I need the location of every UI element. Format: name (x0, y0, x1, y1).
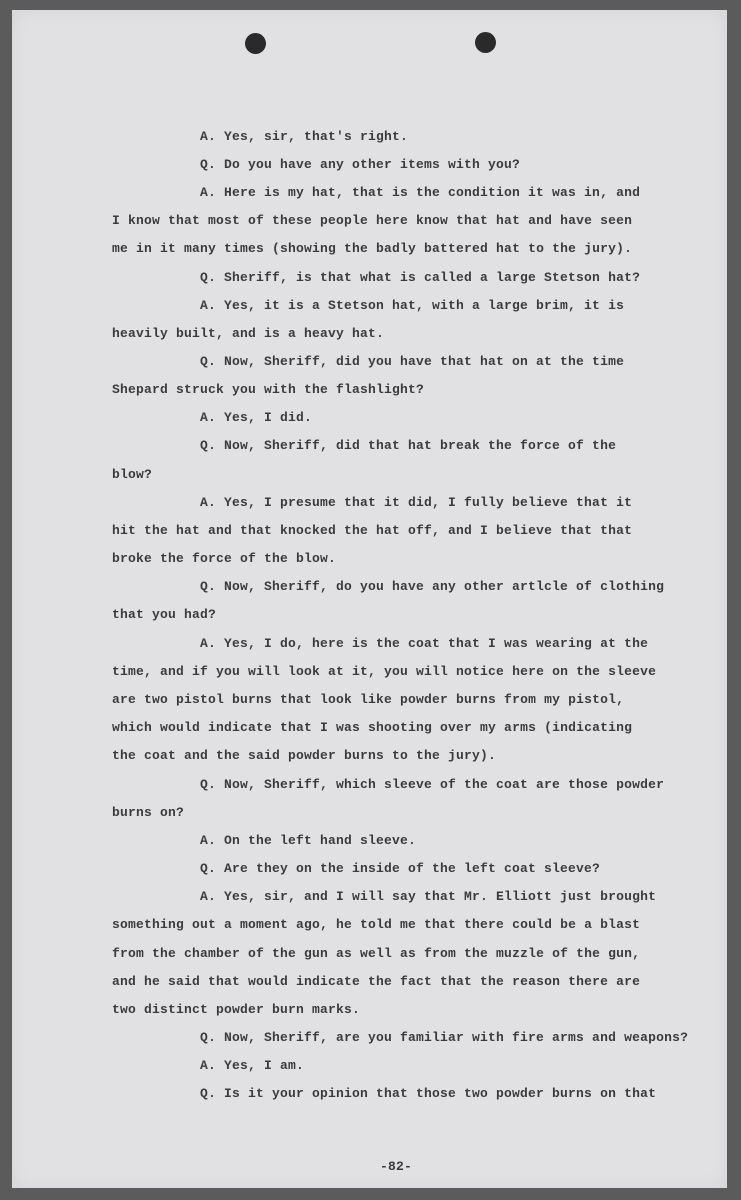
transcript-line: Q. Now, Sheriff, did you have that hat on at the time (200, 354, 625, 369)
transcript-line: Q. Now, Sheriff, which sleeve of the coat are those powder (200, 777, 665, 792)
transcript-line: A. Yes, sir, and I will say that Mr. Elliott just brought (200, 889, 657, 904)
transcript-line: heavily built, and is a heavy hat. (112, 326, 385, 341)
transcript-line: and he said that would indicate the fact that the reason there are (112, 974, 641, 989)
transcript-body (12, 10, 727, 1188)
transcript-line: A. On the left hand sleeve. (200, 833, 417, 848)
transcript-line: Q. Is it your opinion that those two powder burns on that (200, 1086, 657, 1101)
document-page (12, 10, 727, 1188)
transcript-line: A. Yes, sir, that's right. (200, 129, 409, 144)
transcript-line: A. Yes, I did. (200, 410, 313, 425)
transcript-line: which would indicate that I was shooting over my arms (indicating (112, 720, 633, 735)
transcript-line: something out a moment ago, he told me that there could be a blast (112, 917, 641, 932)
transcript-line: Q. Now, Sheriff, do you have any other artlcle of clothing (200, 579, 665, 594)
transcript-line: the coat and the said powder burns to the jury). (112, 748, 497, 763)
transcript-line: time, and if you will look at it, you will notice here on the sleeve (112, 664, 657, 679)
transcript-line: A. Yes, it is a Stetson hat, with a large brim, it is (200, 298, 625, 313)
transcript-line: are two pistol burns that look like powder burns from my pistol, (112, 692, 625, 707)
transcript-line: A. Yes, I do, here is the coat that I was wearing at the (200, 636, 649, 651)
transcript-line: Q. Now, Sheriff, did that hat break the force of the (200, 438, 617, 453)
transcript-line: broke the force of the blow. (112, 551, 337, 566)
transcript-line: A. Yes, I presume that it did, I fully believe that it (200, 495, 633, 510)
transcript-line: Q. Sheriff, is that what is called a large Stetson hat? (200, 270, 641, 285)
transcript-line: Q. Now, Sheriff, are you familiar with fire arms and weapons? (200, 1030, 689, 1045)
transcript-line: Q. Are they on the inside of the left coat sleeve? (200, 861, 601, 876)
transcript-line: that you had? (112, 607, 217, 622)
transcript-line: me in it many times (showing the badly battered hat to the jury). (112, 241, 633, 256)
transcript-line: blow? (112, 467, 153, 482)
transcript-line: A. Yes, I am. (200, 1058, 305, 1073)
transcript-line: Shepard struck you with the flashlight? (112, 382, 425, 397)
page-number: -82- (380, 1159, 413, 1174)
transcript-line: Q. Do you have any other items with you? (200, 157, 521, 172)
transcript-line: from the chamber of the gun as well as from the muzzle of the gun, (112, 946, 641, 961)
transcript-line: burns on? (112, 805, 185, 820)
transcript-line: hit the hat and that knocked the hat off, and I believe that that (112, 523, 633, 538)
transcript-line: A. Here is my hat, that is the condition it was in, and (200, 185, 641, 200)
transcript-line: I know that most of these people here know that hat and have seen (112, 213, 633, 228)
transcript-line: two distinct powder burn marks. (112, 1002, 361, 1017)
